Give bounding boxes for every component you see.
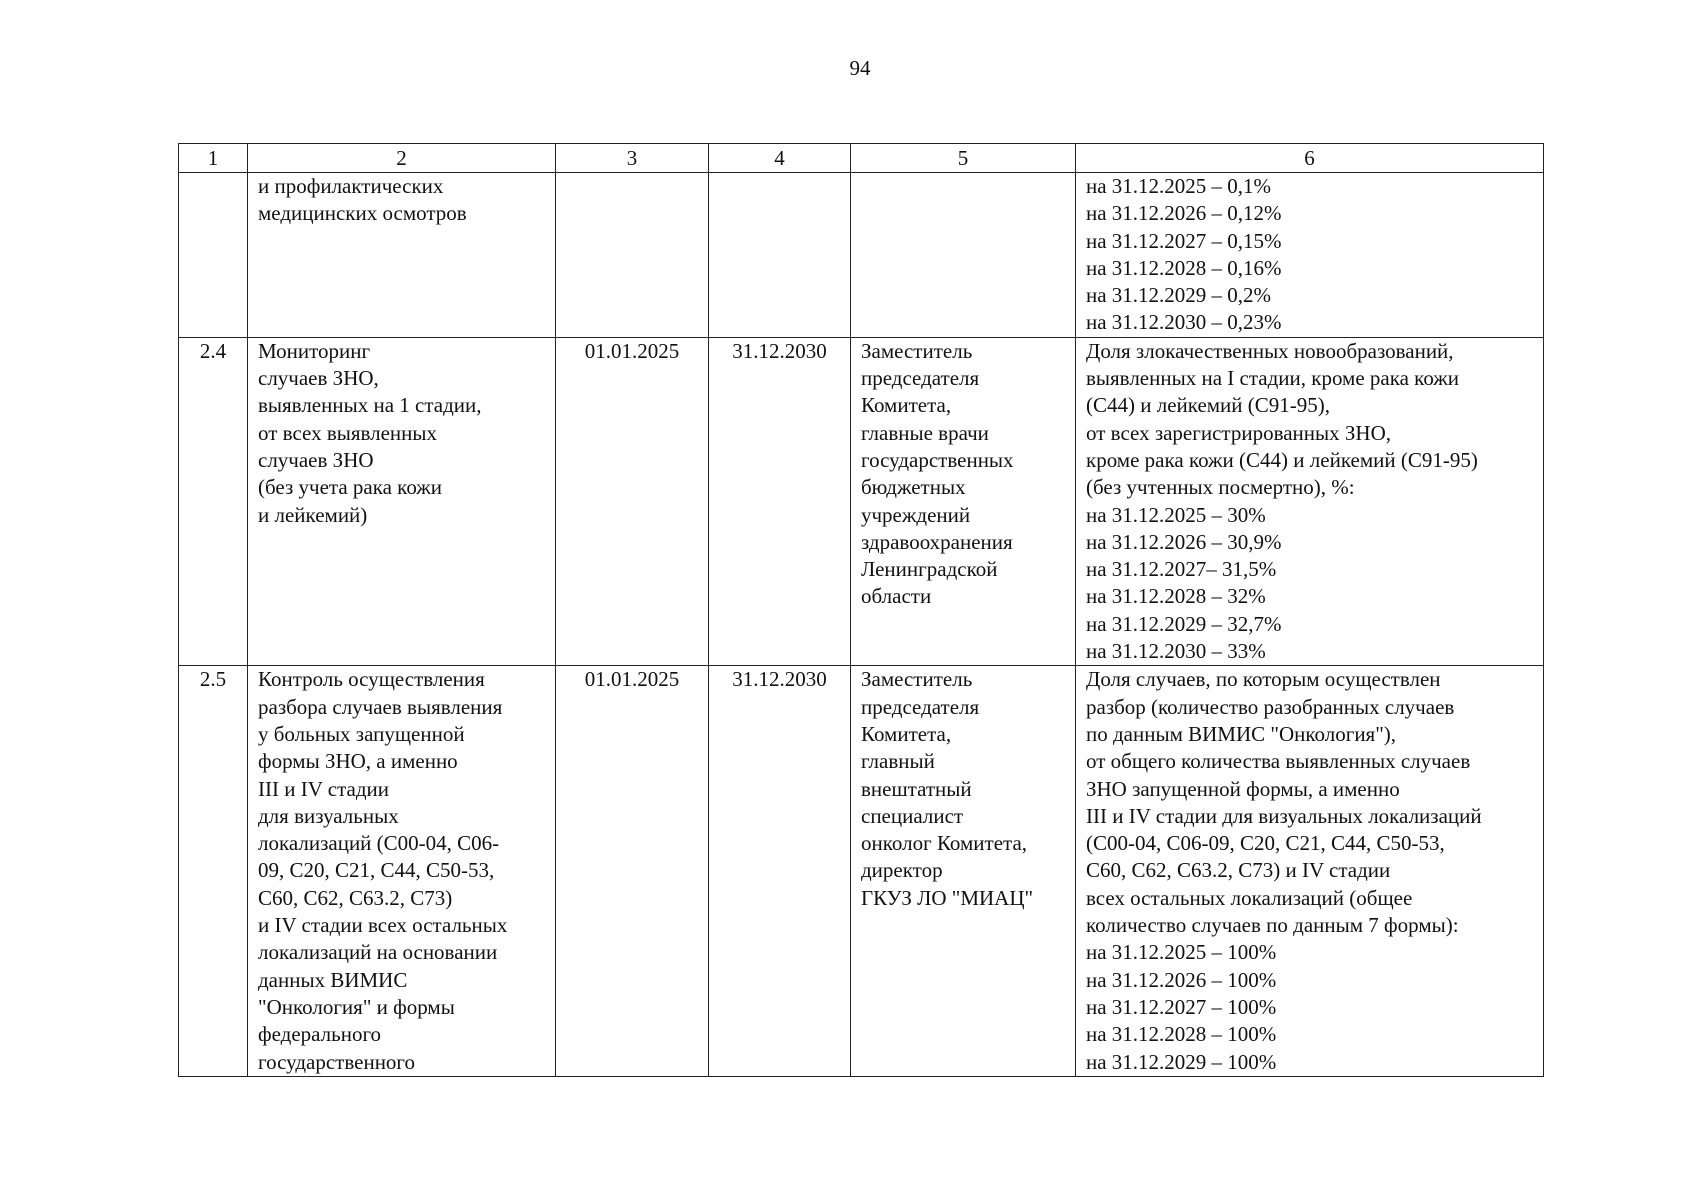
activity-line: III и IV стадии	[258, 776, 389, 801]
indicator-line: на 31.12.2026 – 100%	[1086, 967, 1277, 992]
column-number-5: 5	[851, 144, 1076, 173]
responsible-line: специалист	[861, 803, 964, 828]
responsible-line: Ленинградской	[861, 557, 998, 582]
activity-line: "Онкология" и формы	[258, 994, 455, 1019]
responsible-line: председателя	[861, 694, 980, 719]
responsible-line: директор	[861, 858, 943, 883]
table-row	[179, 337, 1544, 666]
activity-cell	[248, 337, 556, 666]
activity-line: и профилактических	[258, 174, 444, 198]
activity-line: медицинских осмотров	[258, 201, 467, 226]
responsible-line: главный	[861, 749, 935, 774]
indicator-line: на 31.12.2025 – 0,1%	[1086, 174, 1272, 198]
indicator-line: на 31.12.2029 – 32,7%	[1086, 611, 1282, 636]
end-date: 31.12.2030	[709, 666, 851, 1076]
indicator-line: всех остальных локализаций (общее	[1086, 885, 1413, 910]
activity-line: C60, C62, C63.2, C73)	[258, 885, 453, 910]
responsible-cell	[851, 337, 1076, 666]
activity-cell	[248, 173, 556, 338]
indicator-line: на 31.12.2025 – 30%	[1086, 502, 1266, 527]
end-date	[709, 173, 851, 338]
column-number-6: 6	[1076, 144, 1544, 173]
column-number-4: 4	[709, 144, 851, 173]
start-date: 01.01.2025	[556, 666, 709, 1076]
indicator-cell	[1076, 337, 1544, 666]
end-date: 31.12.2030	[709, 337, 851, 666]
row-number: 2.5	[179, 666, 248, 1076]
responsible-cell	[851, 173, 1076, 338]
indicator-line: на 31.12.2027 – 0,15%	[1086, 228, 1282, 253]
activity-line: у больных запущенной	[258, 721, 465, 746]
activity-line: и лейкемий)	[258, 502, 368, 527]
activity-line: разбора случаев выявления	[258, 694, 503, 719]
indicator-line: (C44) и лейкемий (C91-95),	[1086, 393, 1331, 418]
indicator-line: на 31.12.2026 – 0,12%	[1086, 201, 1282, 226]
activity-line: Контроль осуществления	[258, 667, 485, 692]
indicator-line: количество случаев по данным 7 формы):	[1086, 913, 1459, 938]
indicator-line: на 31.12.2025 – 100%	[1086, 940, 1277, 965]
responsible-line: Заместитель	[861, 338, 973, 363]
activity-line: случаев ЗНО,	[258, 366, 379, 391]
activity-line: Мониторинг	[258, 338, 371, 363]
activity-line: формы ЗНО, а именно	[258, 749, 458, 774]
indicator-line: на 31.12.2030 – 33%	[1086, 639, 1266, 664]
activity-cell	[248, 666, 556, 1076]
responsible-line: онколог Комитета,	[861, 831, 1028, 856]
row-number	[179, 173, 248, 338]
responsible-line: Комитета,	[861, 393, 952, 418]
indicator-line: III и IV стадии для визуальных локализаций	[1086, 803, 1482, 828]
indicator-line: (без учтенных посмертно), %:	[1086, 475, 1355, 500]
activity-line: локализаций (C00-04, C06-	[258, 831, 500, 856]
responsible-line: бюджетных	[861, 475, 966, 500]
page-number: 94	[849, 56, 871, 80]
indicator-line: на 31.12.2026 – 30,9%	[1086, 529, 1282, 554]
activity-line: локализаций на основании	[258, 940, 498, 965]
responsible-cell	[851, 666, 1076, 1076]
indicator-line: на 31.12.2030 – 0,23%	[1086, 310, 1282, 335]
responsible-line: здравоохранения	[861, 529, 1013, 554]
indicator-line: на 31.12.2028 – 100%	[1086, 1022, 1277, 1047]
activity-line: 09, C20, C21, C44, C50-53,	[258, 858, 495, 883]
activity-line: случаев ЗНО	[258, 447, 374, 472]
indicator-cell	[1076, 666, 1544, 1076]
indicator-line: на 31.12.2029 – 100%	[1086, 1049, 1277, 1074]
indicator-line: на 31.12.2029 – 0,2%	[1086, 283, 1272, 308]
start-date: 01.01.2025	[556, 337, 709, 666]
responsible-line: области	[861, 584, 932, 609]
activity-line: для визуальных	[258, 803, 399, 828]
indicator-line: на 31.12.2027– 31,5%	[1086, 557, 1277, 582]
responsible-line: внештатный	[861, 776, 972, 801]
start-date	[556, 173, 709, 338]
indicator-line: на 31.12.2028 – 0,16%	[1086, 255, 1282, 280]
activity-line: и IV стадии всех остальных	[258, 913, 508, 938]
activity-line: (без учета рака кожи	[258, 475, 443, 500]
responsible-line: Комитета,	[861, 721, 952, 746]
indicator-line: на 31.12.2027 – 100%	[1086, 994, 1277, 1019]
column-number-row	[179, 144, 1544, 173]
responsible-line: Заместитель	[861, 667, 973, 692]
activity-line: федерального	[258, 1022, 382, 1047]
activity-line: государственного	[258, 1049, 416, 1074]
table-row	[179, 173, 1544, 338]
column-number-2: 2	[248, 144, 556, 173]
indicator-cell	[1076, 173, 1544, 338]
responsible-line: ГКУЗ ЛО "МИАЦ"	[861, 885, 1034, 910]
indicator-line: разбор (количество разобранных случаев	[1086, 694, 1455, 719]
indicator-line: Доля злокачественных новообразований,	[1086, 338, 1454, 363]
responsible-line: учреждений	[861, 502, 971, 527]
responsible-line: главные врачи	[861, 420, 989, 445]
indicator-line: от общего количества выявленных случаев	[1086, 749, 1471, 774]
plan-table	[178, 143, 1544, 1077]
table-row	[179, 666, 1544, 1076]
indicator-line: выявленных на I стадии, кроме рака кожи	[1086, 366, 1460, 391]
column-number-1: 1	[179, 144, 248, 173]
activity-line: выявленных на 1 стадии,	[258, 393, 482, 418]
indicator-line: ЗНО запущенной формы, а именно	[1086, 776, 1400, 801]
indicator-line: (C00-04, C06-09, C20, C21, C44, C50-53,	[1086, 831, 1445, 856]
responsible-line: председателя	[861, 366, 980, 391]
indicator-line: от всех зарегистрированных ЗНО,	[1086, 420, 1391, 445]
indicator-line: Доля случаев, по которым осуществлен	[1086, 667, 1441, 692]
indicator-line: на 31.12.2028 – 32%	[1086, 584, 1266, 609]
responsible-line: государственных	[861, 447, 1014, 472]
indicator-line: C60, C62, C63.2, C73) и IV стадии	[1086, 858, 1391, 883]
column-number-3: 3	[556, 144, 709, 173]
indicator-line: по данным ВИМИС "Онкология"),	[1086, 721, 1397, 746]
activity-line: от всех выявленных	[258, 420, 438, 445]
indicator-line: кроме рака кожи (C44) и лейкемий (C91-95)	[1086, 447, 1478, 472]
row-number: 2.4	[179, 337, 248, 666]
activity-line: данных ВИМИС	[258, 967, 408, 992]
